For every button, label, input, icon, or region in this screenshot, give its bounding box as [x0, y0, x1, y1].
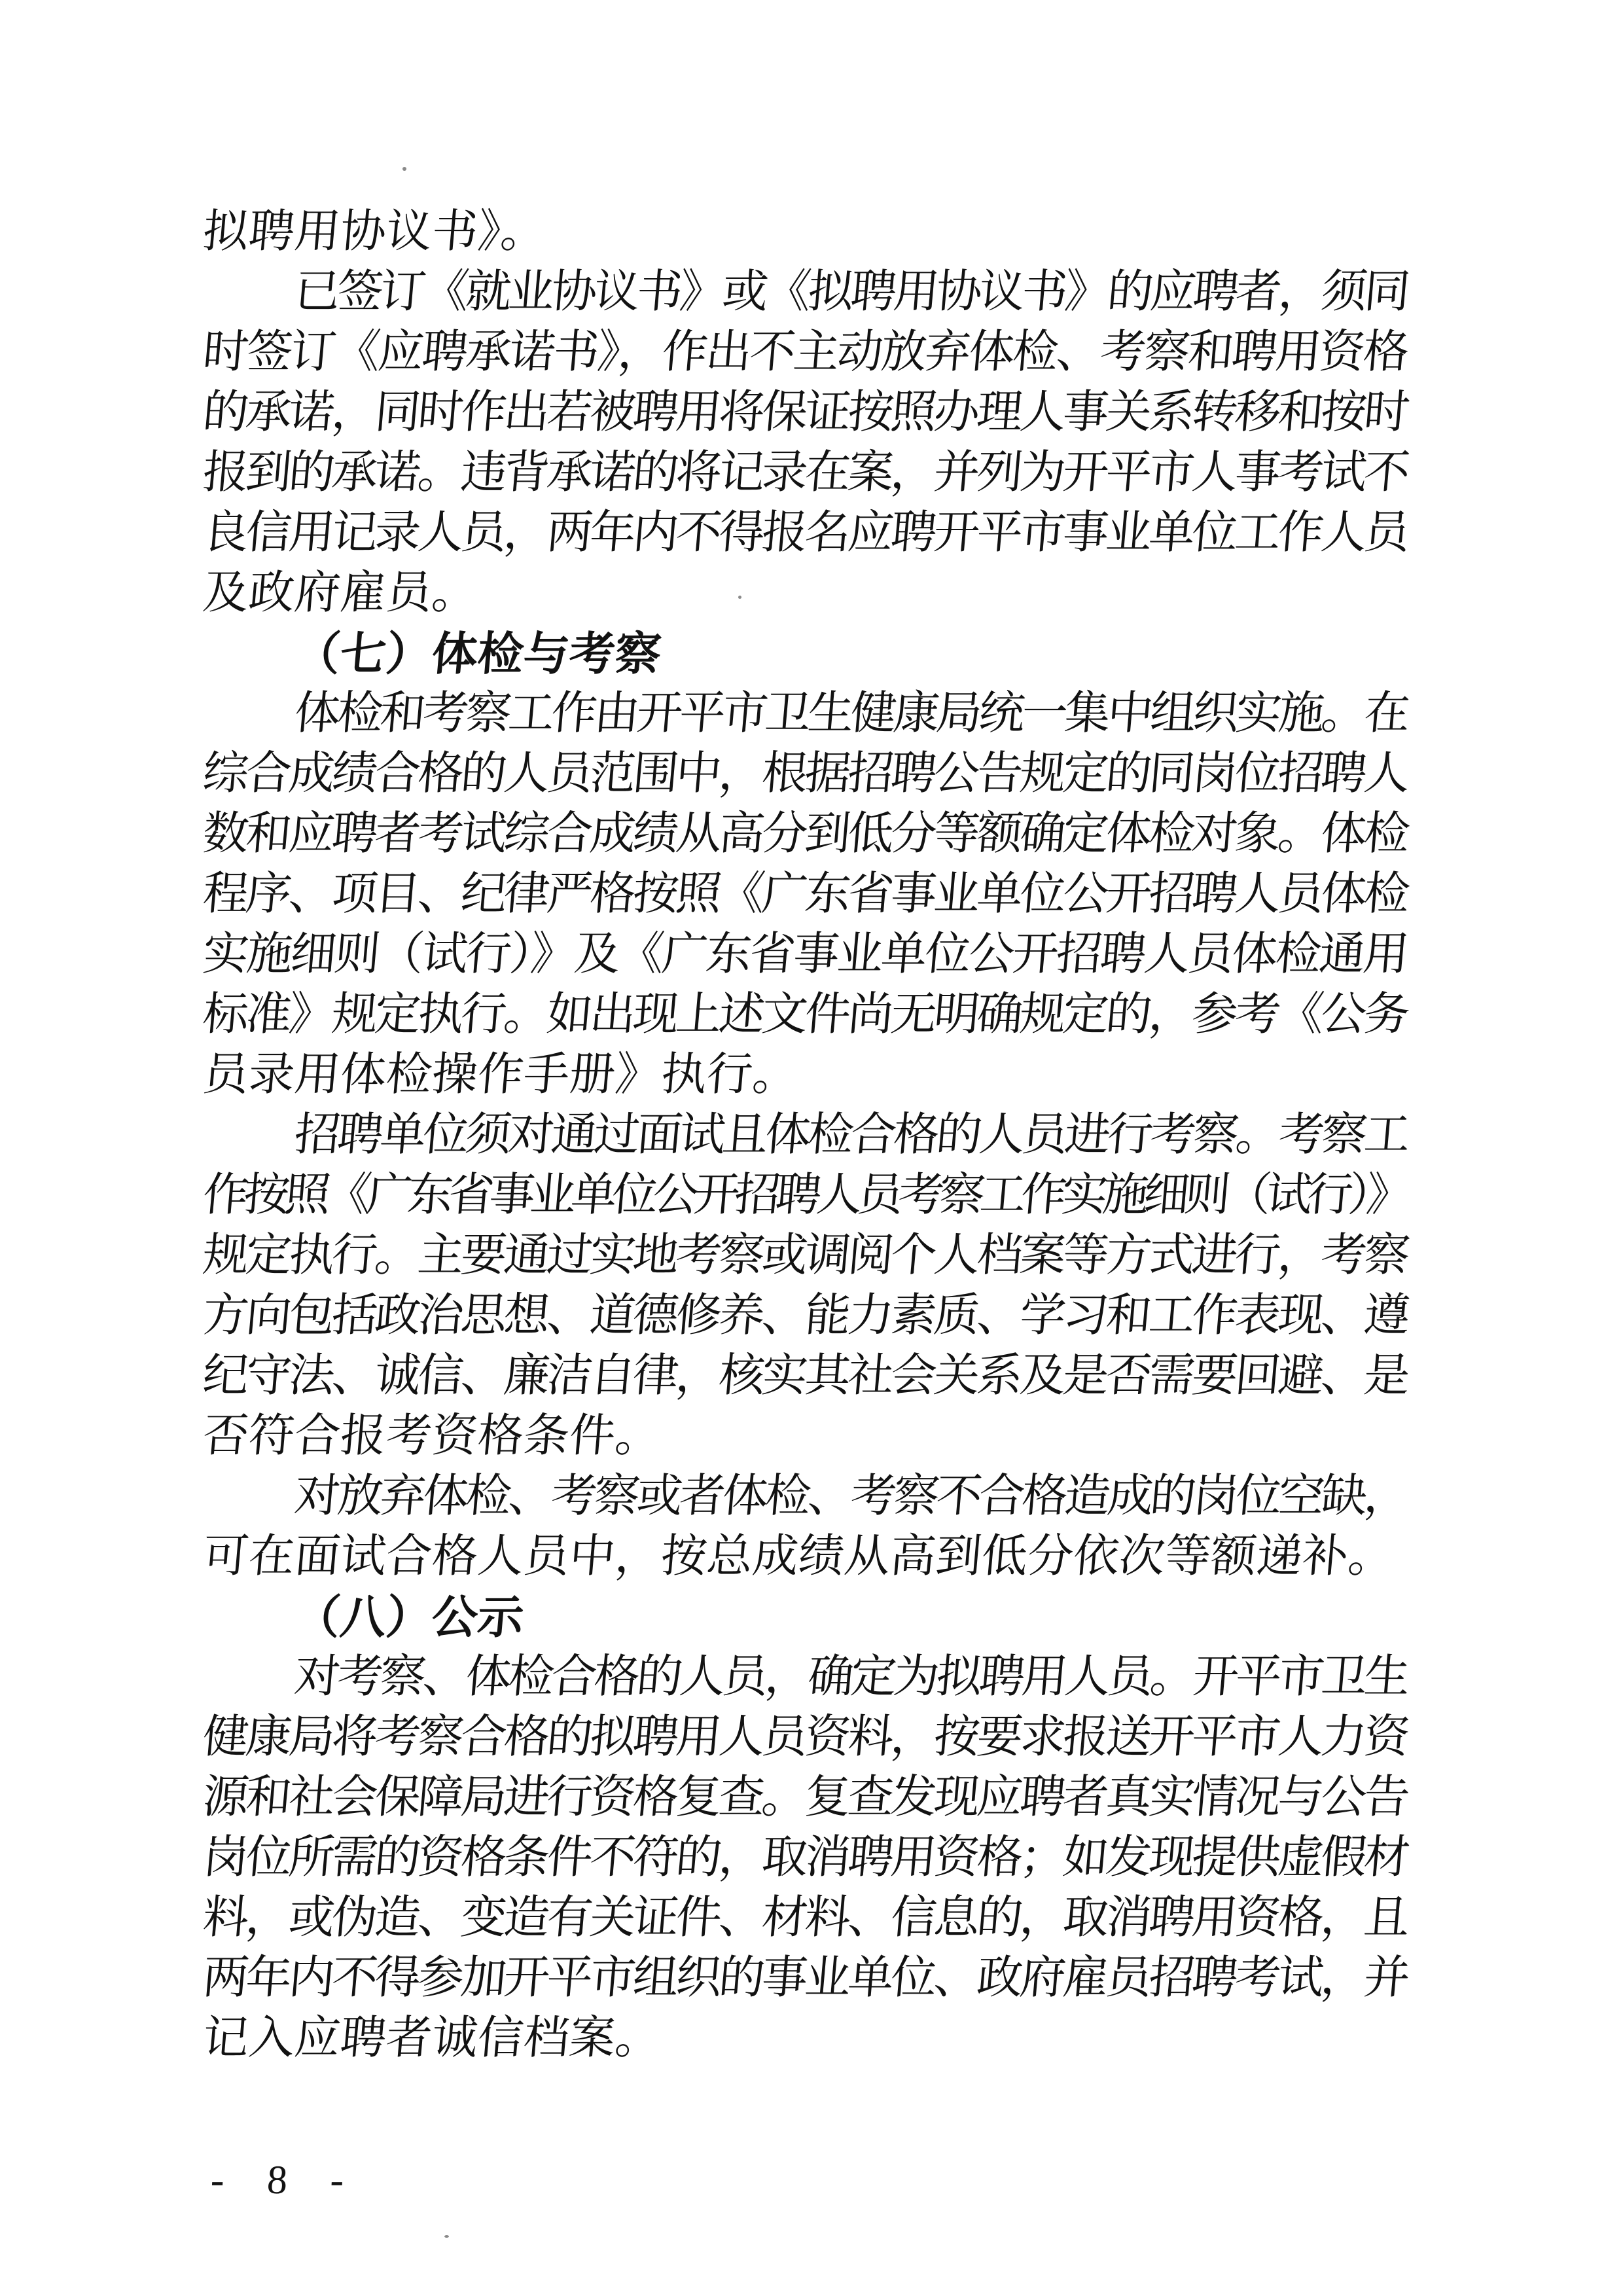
text-line-content: 纪守法、诚信、廉洁自律，核实其社会关系及是否需要回避、是 — [200, 1351, 1410, 1401]
text-line — [200, 564, 1410, 624]
text-line — [200, 925, 1410, 985]
text-line — [200, 383, 1410, 443]
text-line-content: 良信用记录人员，两年内不得报名应聘开平市事业单位工作人员 — [200, 508, 1410, 558]
section-heading — [200, 624, 1410, 684]
text-line-content: （七）体检与考察 — [292, 628, 664, 679]
text-line-content: 料，或伪造、变造有关证件、材料、信息的，取消聘用资格，且 — [200, 1893, 1410, 1943]
text-line-content: 拟聘用协议书》。 — [200, 207, 549, 257]
text-line-content: 及政府雇员。 — [200, 568, 480, 619]
text-line — [200, 503, 1410, 564]
text-line — [200, 1346, 1410, 1407]
text-line-content: 招聘单位须对通过面试且体检合格的人员进行考察。考察工 — [292, 1110, 1410, 1160]
text-line-content: 体检和考察工作由开平市卫生健康局统一集中组织实施。在 — [292, 689, 1410, 739]
document-body — [200, 202, 1410, 2069]
text-line-content: 的承诺，同时作出若被聘用将保证按照办理人事关系转移和按时 — [200, 387, 1410, 438]
text-line-content: 健康局将考察合格的拟聘用人员资料，按要求报送开平市人力资 — [200, 1712, 1410, 1763]
text-line — [200, 684, 1410, 744]
text-line-content: 实施细则（试行）》及《广东省事业单位公开招聘人员体检通用 — [200, 929, 1410, 980]
text-line — [200, 323, 1410, 383]
text-line-content: 时签订《应聘承诺书》，作出不主动放弃体检、考察和聘用资格 — [200, 327, 1410, 378]
text-line — [200, 1226, 1410, 1286]
text-line — [200, 1768, 1410, 1828]
text-line-content: 两年内不得参加开平市组织的事业单位、政府雇员招聘考试，并 — [200, 1953, 1410, 2003]
text-line — [200, 744, 1410, 804]
text-line — [200, 1828, 1410, 1888]
text-line — [200, 262, 1410, 323]
section-heading — [200, 1587, 1410, 1647]
text-line — [200, 1708, 1410, 1768]
text-line — [200, 1467, 1410, 1527]
page-number: - 8 - — [209, 2158, 355, 2202]
text-line — [200, 2009, 1410, 2069]
text-line-content: 综合成绩合格的人员范围中，根据招聘公告规定的同岗位招聘人 — [200, 749, 1410, 799]
text-line — [200, 985, 1410, 1045]
text-line-content: 记入应聘者诚信档案。 — [200, 2013, 664, 2064]
text-line-content: 报到的承诺。违背承诺的将记录在案，并列为开平市人事考试不 — [200, 448, 1410, 498]
text-line — [200, 1105, 1410, 1166]
scan-speckle — [402, 167, 406, 171]
text-line-content: 否符合报考资格条件。 — [200, 1411, 664, 1462]
text-line-content: 岗位所需的资格条件不符的，取消聘用资格；如发现提供虚假材 — [200, 1833, 1410, 1883]
text-line — [200, 443, 1410, 503]
text-line — [200, 1647, 1410, 1708]
text-line — [200, 1286, 1410, 1346]
scan-speckle — [738, 596, 741, 599]
text-line-content: 源和社会保障局进行资格复查。复查发现应聘者真实情况与公告 — [200, 1772, 1410, 1823]
text-line — [200, 202, 1410, 262]
text-line-content: 作按照《广东省事业单位公开招聘人员考察工作实施细则（试行）》 — [200, 1170, 1410, 1221]
text-line-content: 程序、项目、纪律严格按照《广东省事业单位公开招聘人员体检 — [200, 869, 1410, 920]
text-line-content: 对放弃体检、考察或者体检、考察不合格造成的岗位空缺， — [292, 1471, 1410, 1522]
text-line-content: 标准》规定执行。如出现上述文件尚无明确规定的，参考《公务 — [200, 990, 1410, 1040]
text-line — [200, 1407, 1410, 1467]
text-line — [200, 1888, 1410, 1948]
text-line — [200, 1045, 1410, 1105]
text-line-content: 已签订《就业协议书》或《拟聘用协议书》的应聘者，须同 — [292, 267, 1410, 317]
scan-speckle — [444, 2235, 449, 2238]
text-line-content: 数和应聘者考试综合成绩从高分到低分等额确定体检对象。体检 — [200, 809, 1410, 859]
text-line-content: 规定执行。主要通过实地考察或调阅个人档案等方式进行，考察 — [200, 1230, 1410, 1281]
text-line-content: 可在面试合格人员中，按总成绩从高到低分依次等额递补。 — [200, 1532, 1397, 1582]
text-line-content: 方向包括政治思想、道德修养、能力素质、学习和工作表现、遵 — [200, 1291, 1410, 1341]
text-line — [200, 1527, 1410, 1587]
text-line-content: 对考察、体检合格的人员，确定为拟聘用人员。开平市卫生 — [292, 1652, 1410, 1702]
text-line — [200, 865, 1410, 925]
text-line-content: （八）公示 — [292, 1592, 526, 1643]
text-line-content: 员录用体检操作手册》执行。 — [200, 1050, 801, 1100]
text-line — [200, 1166, 1410, 1226]
text-line — [200, 1948, 1410, 2009]
text-line — [200, 804, 1410, 865]
